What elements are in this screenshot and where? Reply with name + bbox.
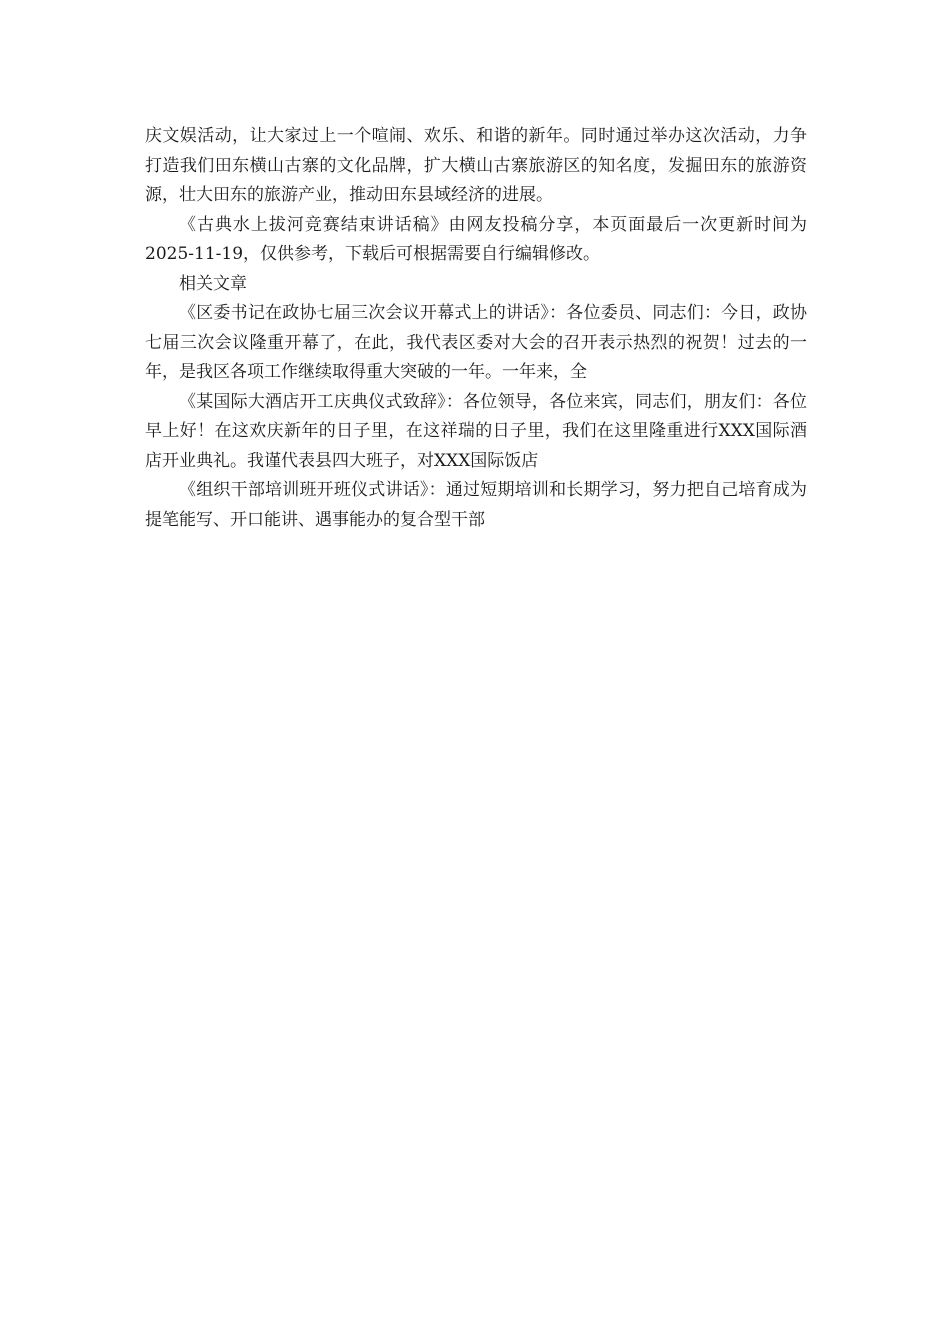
related-articles-heading: 相关文章: [179, 273, 247, 294]
source-note-paragraph: 《古典水上拔河竞赛结束讲话稿》由网友投稿分享，本页面最后一次更新时间为2025-11-19，仅供参考，下载后可根据需要自行编辑修改。: [145, 214, 807, 264]
body-paragraph: 庆文娱活动，让大家过上一个喧闹、欢乐、和谐的新年。同时通过举办这次活动，力争打造我们田东横山古寨的文化品牌，扩大横山古寨旅游区的知名度，发掘田东的旅游资源，壮大田东的旅游产业，推动田东县域经济的进展。: [145, 126, 807, 205]
related-article-item[interactable]: 《某国际大酒店开工庆典仪式致辞》：各位领导，各位来宾，同志们，朋友们：各位早上好！在这欢庆新年的日子里，在这祥瑞的日子里，我们在这里隆重进行XXX国际酒店开业典礼。我谨代表县四大班子，对XXX国际饭店: [145, 391, 807, 471]
related-article-item[interactable]: 《组织干部培训班开班仪式讲话》：通过短期培训和长期学习，努力把自己培育成为提笔能写、开口能讲、遇事能办的复合型干部: [145, 480, 807, 530]
document-body: [145, 122, 807, 535]
related-article-item[interactable]: 《区委书记在政协七届三次会议开幕式上的讲话》：各位委员、同志们：今日，政协七届三次会议隆重开幕了，在此，我代表区委对大会的召开表示热烈的祝贺！过去的一年，是我区各项工作继续取得重大突破的一年。一年来，全: [145, 303, 807, 382]
